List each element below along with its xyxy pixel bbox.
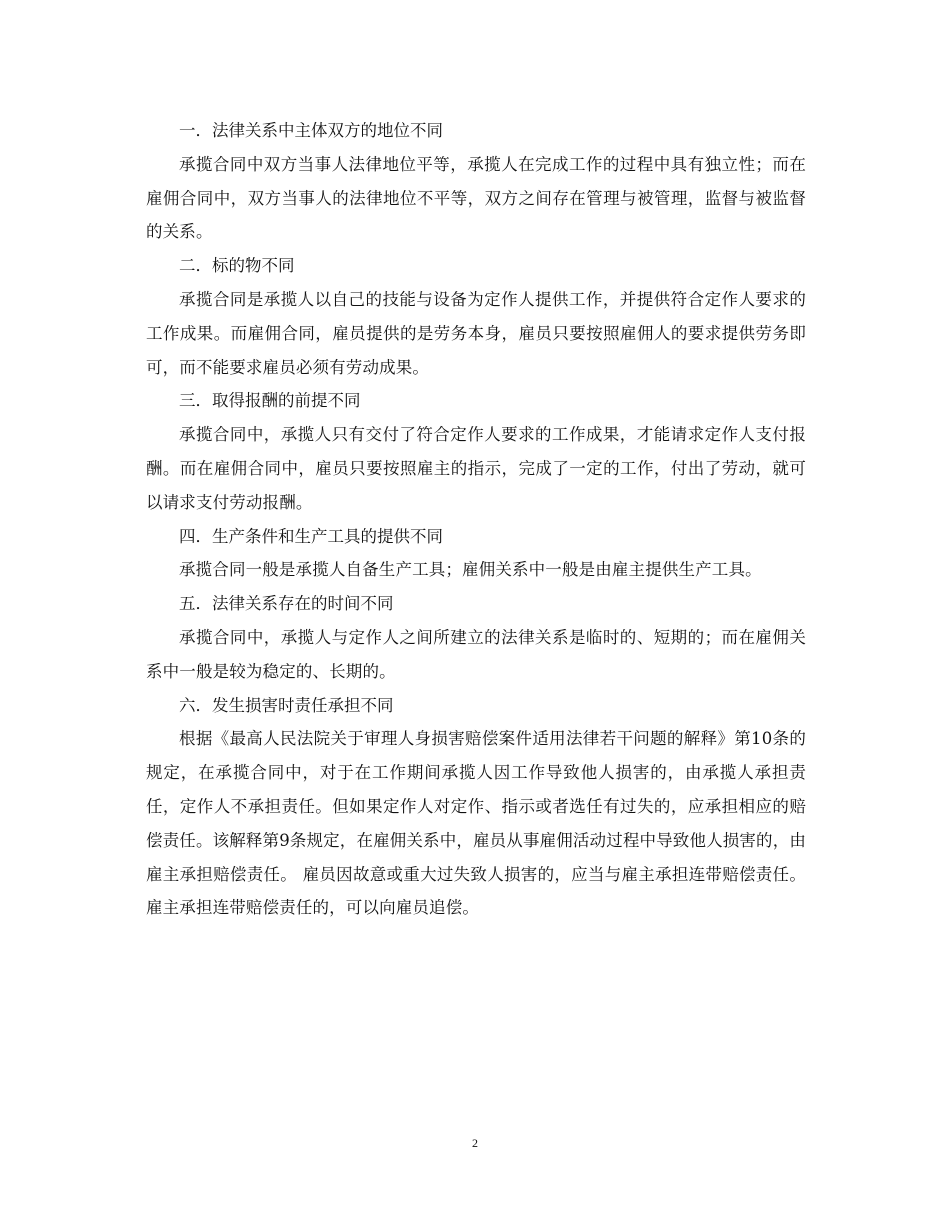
section-3-paragraph: 承揽合同中，承揽人只有交付了符合定作人要求的工作成果，才能请求定作人支付报酬。而在雇佣合同中，雇员只要按照雇主的指示，完成了一定的工作，付出了劳动，就可以请求支付劳动报酬。 [146,425,806,512]
document-body [146,114,806,925]
section-6-heading: 六．发生损害时责任承担不同 [179,695,394,715]
section-4-heading: 四．生产条件和生产工具的提供不同 [179,526,443,546]
section-1-heading: 一．法律关系中主体双方的地位不同 [179,121,443,140]
section-3-heading: 三．取得报酬的前提不同 [179,391,361,411]
section-2-heading: 二．标的物不同 [179,256,295,276]
section-5-heading: 五．法律关系存在的时间不同 [179,594,394,614]
section-5-paragraph: 承揽合同中，承揽人与定作人之间所建立的法律关系是临时的、短期的；而在雇佣关系中一般是较为稳定的、长期的。 [146,627,806,681]
section-4-paragraph: 承揽合同一般是承揽人自备生产工具；雇佣关系中一般是由雇主提供生产工具。 [179,560,762,580]
section-1-paragraph: 承揽合同中双方当事人法律地位平等，承揽人在完成工作的过程中具有独立性；而在雇佣合同中，双方当事人的法律地位不平等，双方之间存在管理与被管理，监督与被监督的关系。 [146,154,806,242]
page-number: 2 [472,1136,478,1150]
section-2-paragraph: 承揽合同是承揽人以自己的技能与设备为定作人提供工作，并提供符合定作人要求的工作成果。而雇佣合同，雇员提供的是劳务本身，雇员只要按照雇佣人的要求提供劳务即可，而不能要求雇员必须有劳动成果。 [146,289,806,377]
section-6-paragraph: 根据《最高人民法院关于审理人身损害赔偿案件适用法律若干问题的解释》第10条的规定，在承揽合同中，对于在工作期间承揽人因工作导致他人损害的，由承揽人承担责任，定作人不承担责任。但如果定作人对定作、指示或者选任有过失的，应承担相应的赔偿责任。该解释第9条规定，在雇佣关系中，雇员从事雇佣活动过程中导致他人损害的，由雇主承担赔偿责任。 雇员因故意或重大过失致人损害的，应当与雇主承担连带赔偿责任。雇主承担连带赔偿责任的，可以向雇员追偿。 [146,729,806,918]
